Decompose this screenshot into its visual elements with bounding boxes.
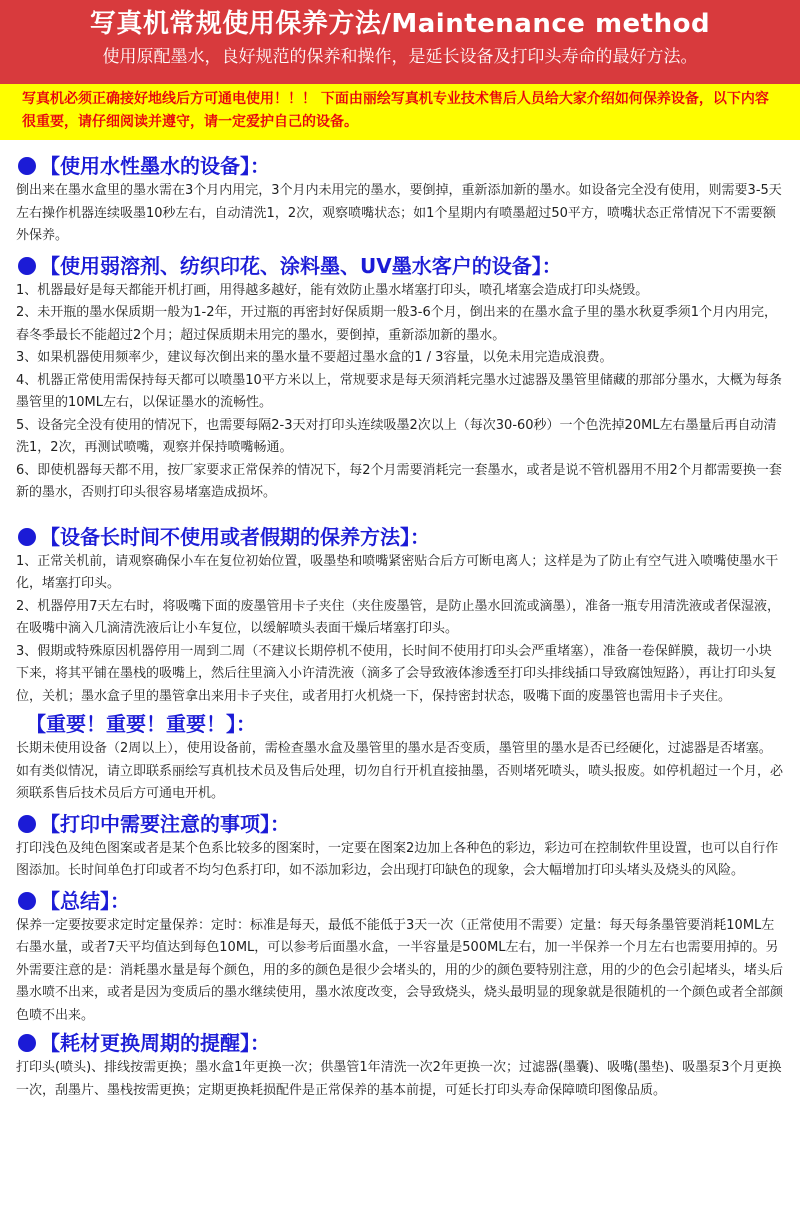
bullet-icon <box>18 815 36 833</box>
content <box>0 140 800 1102</box>
paragraph: 长期未使用设备（2周以上），使用设备前，需检查墨水盒及墨管里的墨水是否变质，墨管里的墨水是否已经硬化，过滤器是否堵塞。如有类似情况，请立即联系丽绘写真机技术员及售后处理，切勿自行开机直接抽墨，否则堵死喷头，喷头报废。如停机超过一个月，必须联系售后技术员后方可通电开机。 <box>16 741 784 801</box>
section-heading <box>16 152 784 180</box>
bullet-icon <box>18 1034 36 1052</box>
heading-text: 【使用水性墨水的设备】： <box>40 154 270 178</box>
section-consumables <box>16 1029 784 1102</box>
section-heading <box>16 523 784 551</box>
page-subtitle: 使用原配墨水，良好规范的保养和操作，是延长设备及打印头寿命的最好方法。 <box>102 47 698 67</box>
section-heading <box>16 710 784 738</box>
paragraph: 5、设备完全没有使用的情况下，也需要每隔2-3天对打印头连续吸墨2次以上（每次30-60秒）一个色洗掉20ML左右墨量后再自动清洗1，2次，再测试喷嘴，观察并保持喷嘴畅通。 <box>16 417 777 455</box>
paragraph: 6、即使机器每天都不用，按厂家要求正常保养的情况下，每2个月需要消耗完一套墨水，或者是说不管机器用不用2个月都需要换一套新的墨水，否则打印头很容易堵塞造成损坏。 <box>16 462 782 500</box>
section-heading <box>16 810 784 838</box>
paragraph: 打印浅色及纯色图案或者是某个色系比较多的图案时，一定要在图案2边加上各种色的彩边，彩边可在控制软件里设置，也可以自行作图添加。长时间单色打印或者不均匀色系打印，如不添加彩边，会出现打印缺色的现象，会大幅增加打印头堵头及烧头的风险。 <box>16 840 779 878</box>
bullet-icon <box>18 257 36 275</box>
bullet-icon <box>18 157 36 175</box>
heading-text: 【使用弱溶剂、纺织印花、涂料墨、UV墨水客户的设备】： <box>40 253 562 278</box>
section-solvent-ink <box>16 252 784 505</box>
paragraph: 1、正常关机前，请观察确保小车在复位初始位置，吸墨垫和喷嘴紧密贴合后方可断电离人；这样是为了防止有空气进入喷嘴使墨水干化，堵塞打印头。 <box>16 553 779 591</box>
paragraph: 1、机器最好是每天都能开机打画，用得越多越好，能有效防止墨水堵塞打印头，喷孔堵塞会造成打印头烧毁。 <box>16 282 649 298</box>
heading-text: 【重要！重要！重要！】： <box>26 712 256 736</box>
section-water-ink <box>16 152 784 248</box>
section-heading <box>16 887 784 915</box>
section-long-idle <box>16 523 784 709</box>
paragraph: 3、假期或特殊原因机器停用一周到二周（不建议长期停机不使用，长时间不使用打印头会严重堵塞），准备一卷保鲜膜，裁切一小块下来，将其平铺在墨栈的吸嘴上，然后往里滴入小许清洗液（滴多了会导致液体渗透至打印头排线插口导致腐蚀短路），再让打印头复位，关机；墨水盒子里的墨管拿出来用卡子夹住，或者用打火机烧一下，保持密封状态，吸嘴下面的废墨管也需用卡子夹住。 <box>16 643 777 704</box>
warning-notice: 写真机必须正确接好地线后方可通电使用！！！ 下面由丽绘写真机专业技术售后人员给大家介绍如何保养设备，以下内容很重要，请仔细阅读并遵守，请一定爱护自己的设备。 <box>0 84 800 140</box>
heading-text: 【打印中需要注意的事项】： <box>40 811 290 836</box>
header-banner <box>0 0 800 84</box>
heading-text: 【设备长时间不使用或者假期的保养方法】： <box>40 524 430 549</box>
paragraph: 4、机器正常使用需保持每天都可以喷墨10平方米以上，常规要求是每天须消耗完墨水过滤器及墨管里储藏的那部分墨水，大概为每条墨管里的10ML左右，以保证墨水的流畅性。 <box>16 372 782 410</box>
bullet-icon <box>18 892 36 910</box>
paragraph: 2、机器停用7天左右时，将吸嘴下面的废墨管用卡子夹住（夹住废墨管，是防止墨水回流或滴墨），准备一瓶专用清洗液或者保湿液，在吸嘴中滴入几滴清洗液后让小车复位，以缓解喷头表面干燥后堵塞打印头。 <box>16 598 781 636</box>
paragraph: 打印头(喷头)、排线按需更换；墨水盒1年更换一次；供墨管1年清洗一次2年更换一次；过滤器(墨囊)、吸嘴(墨垫)、吸墨泵3个月更换一次，刮墨片、墨栈按需更换；定期更换耗损配件是正常保养的基本前提，可延长打印头寿命保障喷印图像品质。 <box>16 1060 782 1098</box>
paragraph: 倒出来在墨水盒里的墨水需在3个月内用完，3个月内未用完的墨水，要倒掉，重新添加新的墨水。如设备完全没有使用，则需要3-5天左右操作机器连续吸墨10秒左右，自动清洗1，2次，观察喷嘴状态；如1个星期内有喷墨超过50平方，喷嘴状态正常情况下不需要额外保养。 <box>16 183 782 243</box>
section-heading <box>16 252 784 280</box>
section-important <box>16 710 784 806</box>
paragraph: 3、如果机器使用频率少，建议每次倒出来的墨水量不要超过墨水盒的1 / 3容量，以免未用完造成浪费。 <box>16 350 613 365</box>
page-title: 写真机常规使用保养方法/Maintenance method <box>89 9 711 39</box>
heading-text: 【总结】： <box>40 888 130 913</box>
paragraph: 保养一定要按要求定时定量保养：定时：标准是每天，最低不能低于3天一次（正常使用不需要）定量：每天每条墨管要消耗10ML左右墨水量，或者7天平均值达到每色10ML，可以参考后面墨水盒，一半容量是500ML左右，加一半保养一个月左右也需要用掉的。另外需要注意的是：消耗墨水量是每个颜色，用的多的颜色是很少会堵头的，用的少的颜色要特别注意，用的少的色会引起堵头，堵头后墨水喷不出来，或者是因为变质后的墨水继续使用，墨水浓度改变，会导致烧头，烧头最明显的现象就是很随机的一个颜色或者全部颜色喷不出来。 <box>16 917 784 1023</box>
bullet-icon <box>18 528 36 546</box>
paragraph: 2、未开瓶的墨水保质期一般为1-2年，开过瓶的再密封好保质期一般3-6个月，倒出来的在墨水盒子里的墨水秋夏季须1个月内用完，春冬季最长不能超过2个月；超过保质期未用完的墨水，要倒掉，重新添加新的墨水。 <box>16 305 778 343</box>
section-printing-notes <box>16 810 784 883</box>
section-summary <box>16 887 784 1028</box>
heading-text: 【耗材更换周期的提醒】： <box>40 1031 270 1055</box>
section-heading <box>16 1029 784 1057</box>
